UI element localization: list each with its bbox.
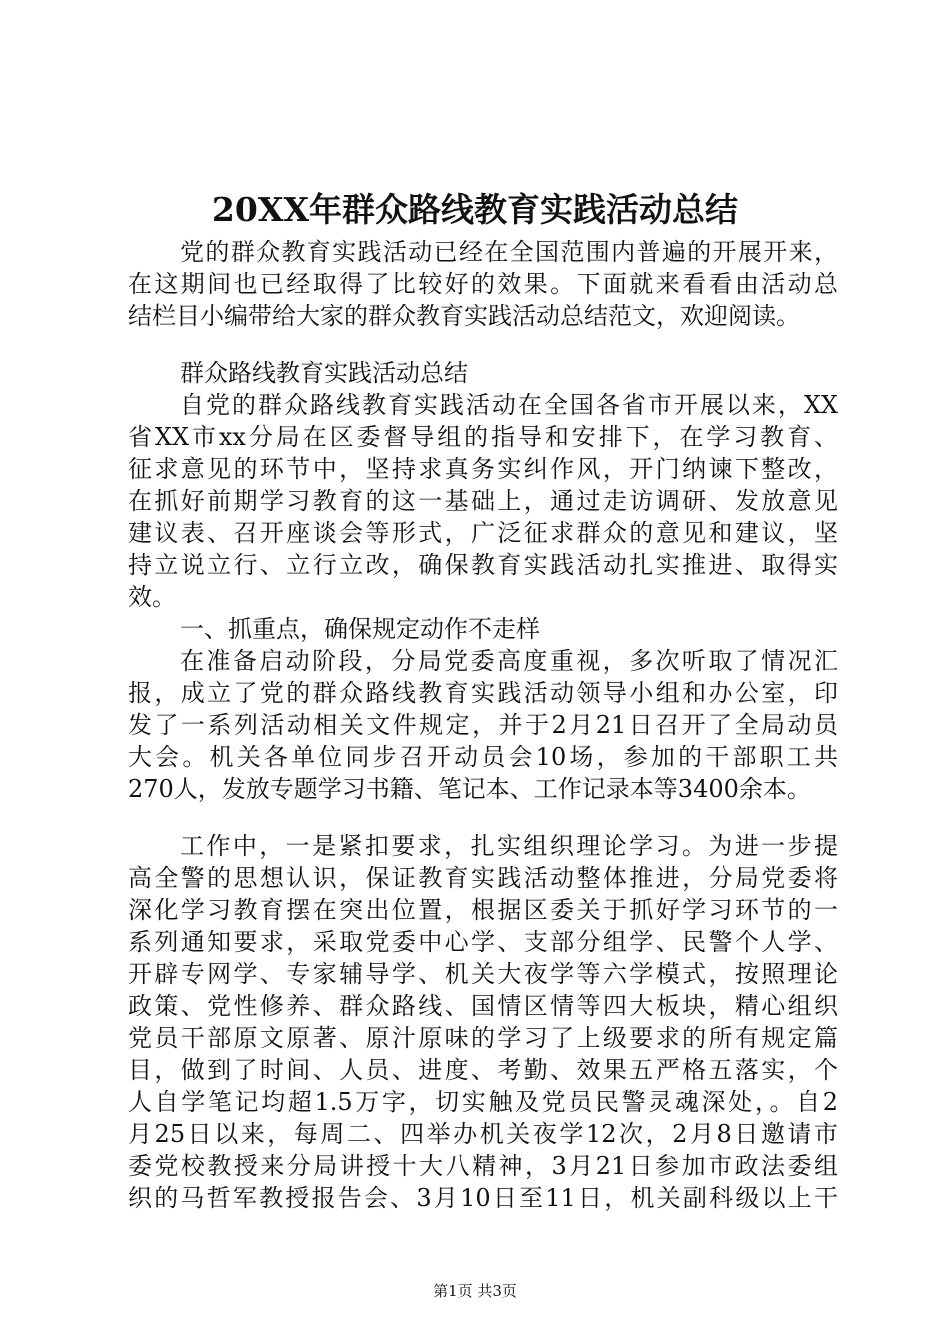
paragraph-line: 省XX市xx分局在区委督导组的指导和安排下，在学习教育、 <box>128 423 838 451</box>
section-heading: 一、抓重点，确保规定动作不走样 <box>180 615 540 643</box>
paragraph-line: 月25日以来，每周二、四举办机关夜学12次，2月8日邀请市 <box>128 1120 838 1148</box>
paragraph-line: 织的马哲军教授报告会、3月10日至11日，机关副科级以上干 <box>128 1184 838 1212</box>
paragraph-line: 征求意见的环节中，坚持求真务实纠作风，开门纳谏下整改， <box>128 455 838 483</box>
paragraph-gap <box>128 805 838 830</box>
paragraph-line: 党员干部原文原著、原汁原味的学习了上级要求的所有规定篇 <box>128 1024 838 1052</box>
paragraph-gap <box>128 332 838 357</box>
document-title: 20XX年群众路线教育实践活动总结 <box>211 190 739 229</box>
paragraph-line: 自党的群众路线教育实践活动在全国各省市开展以来，XX <box>180 391 838 419</box>
paragraph-line: 发了一系列活动相关文件规定，并于2月21日召开了全局动员 <box>128 711 838 739</box>
paragraph-line: 系列通知要求，采取党委中心学、支部分组学、民警个人学、 <box>128 928 838 956</box>
paragraph-line: 高全警的思想认识，保证教育实践活动整体推进，分局党委将 <box>128 864 838 892</box>
paragraph-line: 持立说立行、立行立改，确保教育实践活动扎实推进、取得实 <box>128 551 838 579</box>
paragraph-line: 在准备启动阶段，分局党委高度重视，多次听取了情况汇 <box>180 647 838 675</box>
paragraph-line: 人自学笔记均超1.5万字，切实触及党员民警灵魂深处，。自2 <box>128 1088 838 1116</box>
paragraph-line: 结栏目小编带给大家的群众教育实践活动总结范文，欢迎阅读。 <box>128 302 800 330</box>
paragraph-line: 效。 <box>128 583 176 611</box>
paragraph-line: 目，做到了时间、人员、进度、考勤、效果五严格五落实，个 <box>128 1056 838 1084</box>
paragraph-line: 建议表、召开座谈会等形式，广泛征求群众的意见和建议，坚 <box>128 519 838 547</box>
paragraph-line: 报，成立了党的群众路线教育实践活动领导小组和办公室，印 <box>128 679 838 707</box>
page-footer: 第1页 共3页 <box>433 1282 517 1300</box>
paragraph-line: 在这期间也已经取得了比较好的效果。下面就来看看由活动总 <box>128 270 838 298</box>
paragraph-line: 政策、党性修养、群众路线、国情区情等四大板块，精心组织 <box>128 992 838 1020</box>
document-body <box>128 236 838 1214</box>
paragraph-line: 270人，发放专题学习书籍、笔记本、工作记录本等3400余本。 <box>128 775 811 803</box>
paragraph-line: 党的群众教育实践活动已经在全国范围内普遍的开展开来， <box>180 238 838 266</box>
section-heading: 群众路线教育实践活动总结 <box>180 359 468 387</box>
paragraph-line: 委党校教授来分局讲授十大八精神，3月21日参加市政法委组 <box>128 1152 838 1180</box>
paragraph-line: 深化学习教育摆在突出位置，根据区委关于抓好学习环节的一 <box>128 896 838 924</box>
paragraph-line: 在抓好前期学习教育的这一基础上，通过走访调研、发放意见 <box>128 487 838 515</box>
paragraph-line: 工作中，一是紧扣要求，扎实组织理论学习。为进一步提 <box>180 832 838 860</box>
paragraph-line: 开辟专网学、专家辅导学、机关大夜学等六学模式，按照理论 <box>128 960 838 988</box>
paragraph-line: 大会。机关各单位同步召开动员会10场，参加的干部职工共 <box>128 743 838 771</box>
